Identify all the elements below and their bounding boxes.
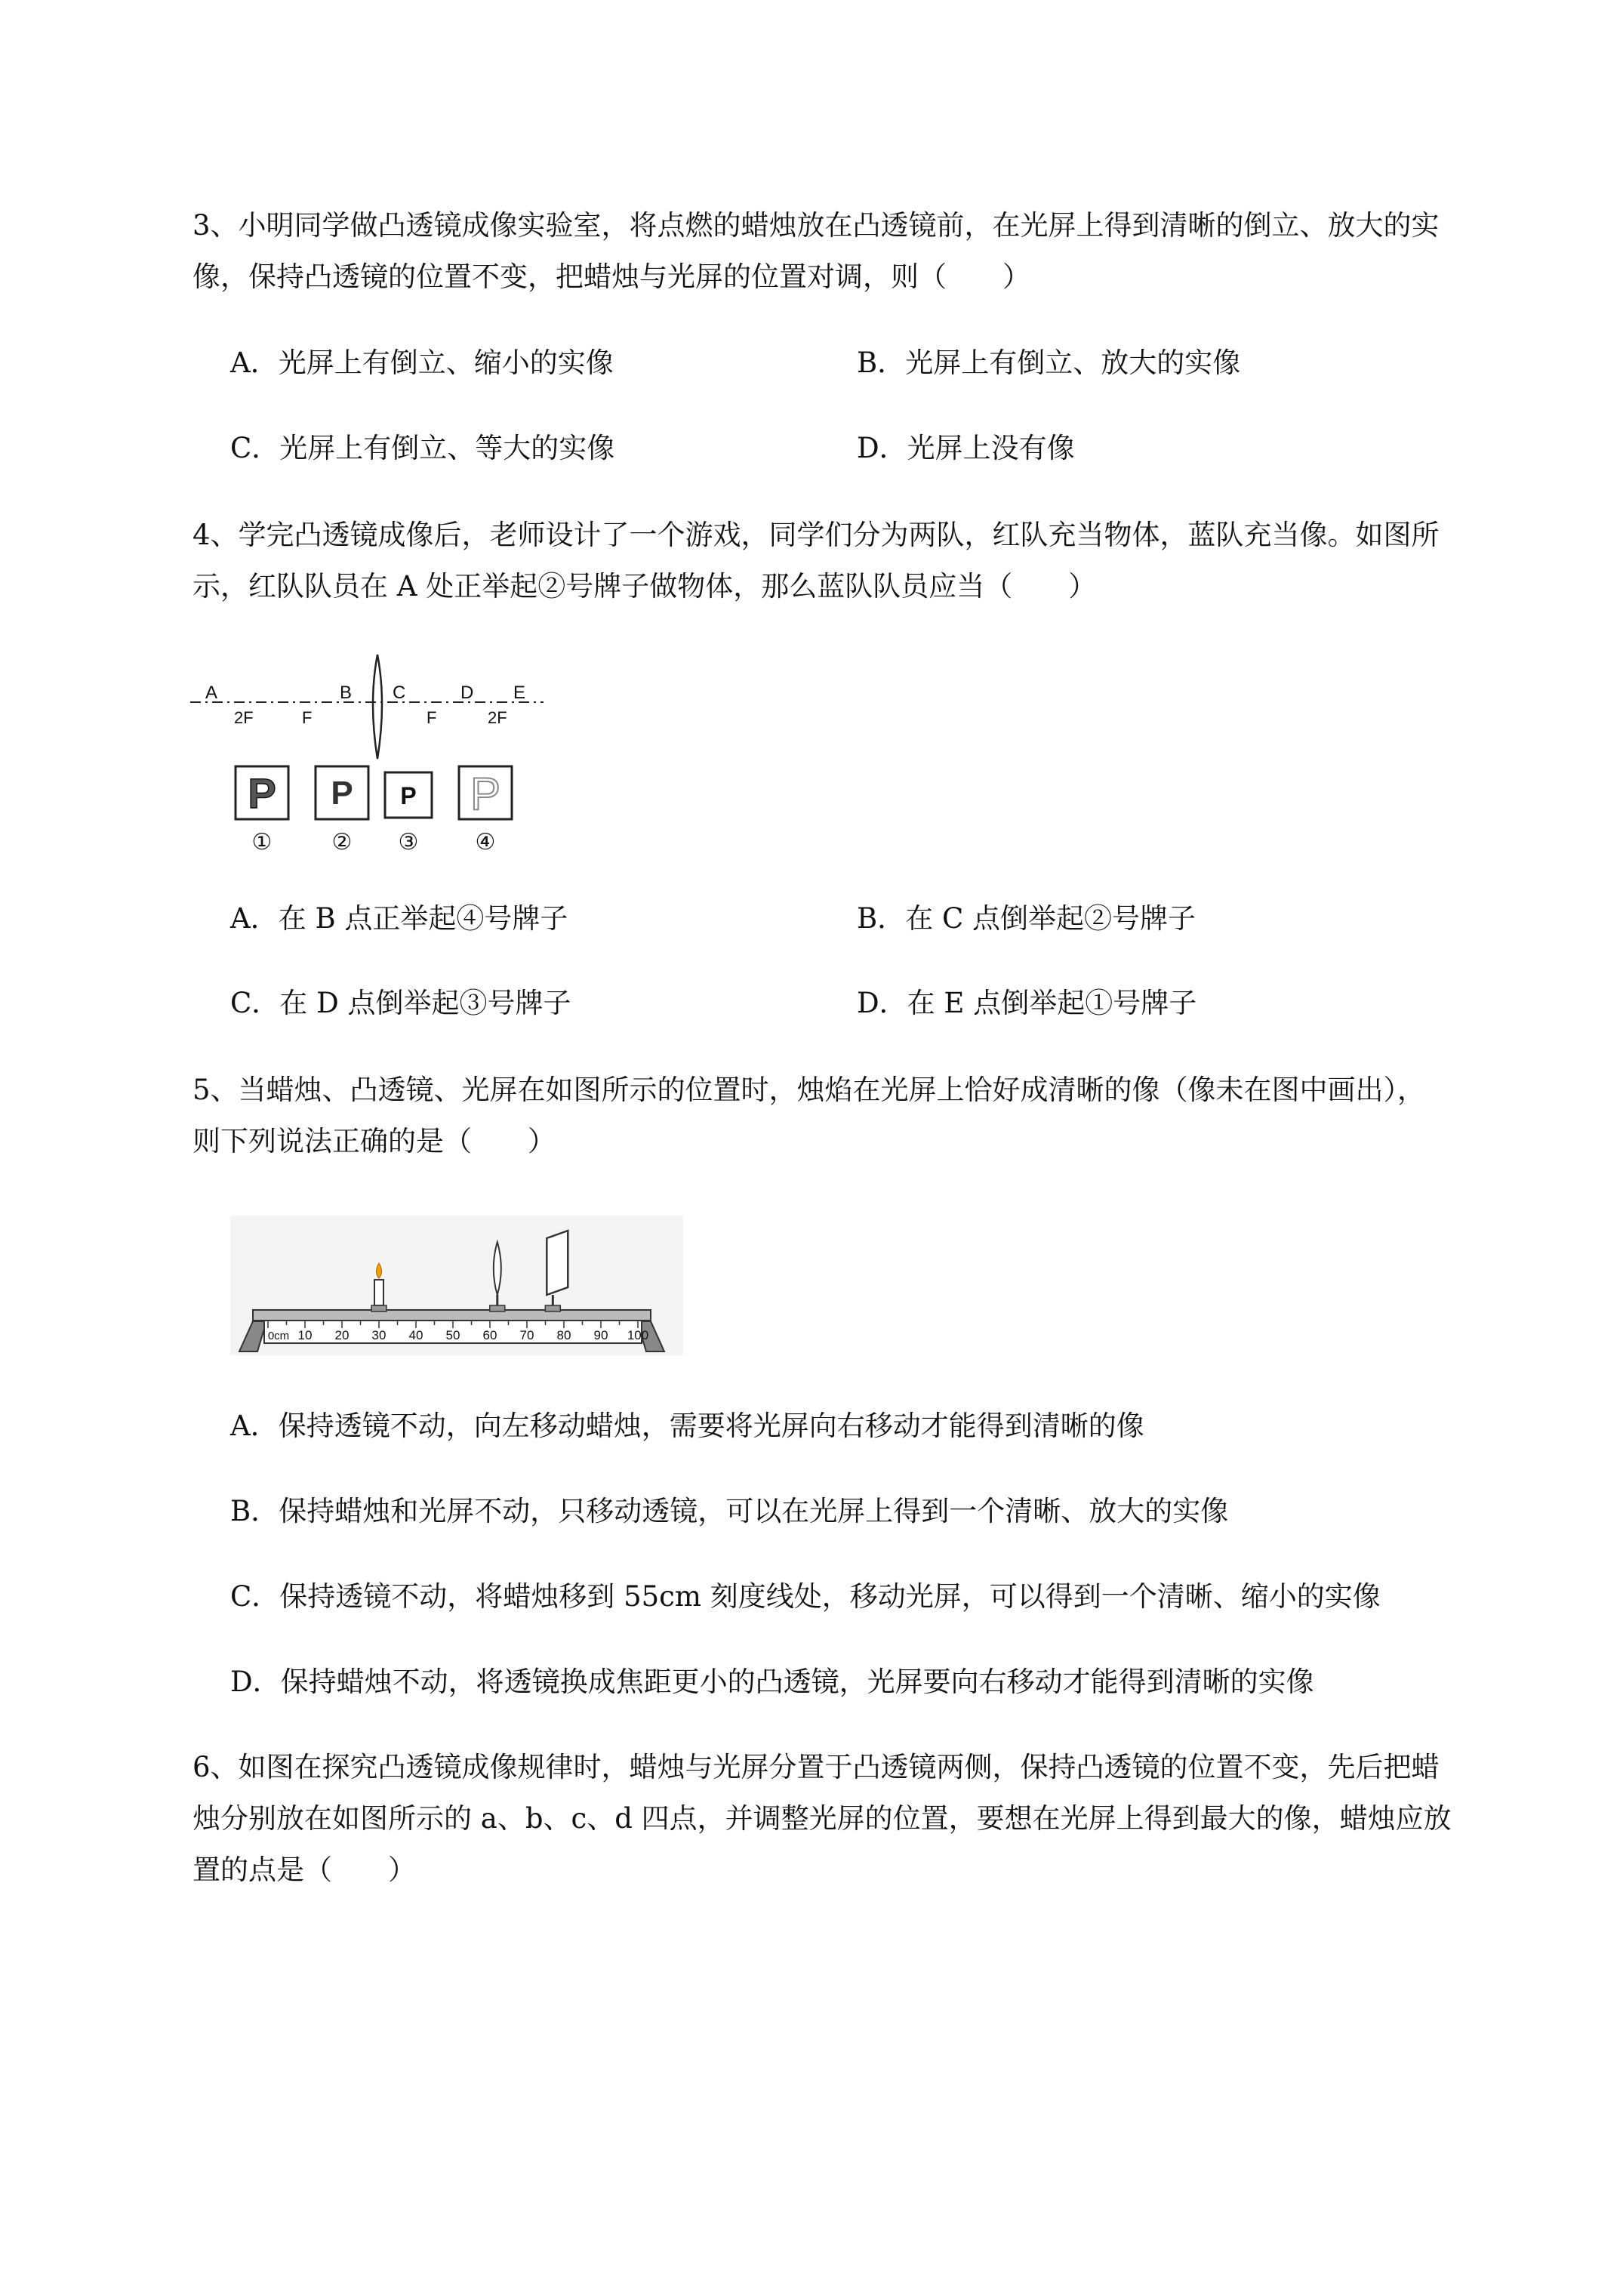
ruler-label: 60 [482, 1328, 497, 1342]
q4-option-a[interactable]: A．在 B 点正举起④号牌子 [230, 902, 568, 935]
q5-option-a[interactable]: A．保持透镜不动，向左移动蜡烛，需要将光屏向右移动才能得到清晰的像 [230, 1410, 1144, 1442]
q4-option-c[interactable]: C．在 D 点倒举起③号牌子 [230, 987, 571, 1019]
q3-stem-line-1: 3、小明同学做凸透镜成像实验室，将点燃的蜡烛放在凸透镜前，在光屏上得到清晰的倒立、放大的实 [192, 209, 1440, 242]
q3-option-c[interactable]: C．光屏上有倒立、等大的实像 [230, 432, 615, 464]
focal-2f-right-label: 2F [488, 708, 507, 727]
q4-stem-line-2: 示，红队队员在 A 处正举起②号牌子做物体，那么蓝队队员应当（ ） [192, 570, 1097, 603]
convex-lens [373, 655, 382, 759]
point-a-label: A [205, 683, 218, 703]
ruler-label: 90 [593, 1328, 608, 1342]
q3-option-a[interactable]: A．光屏上有倒立、缩小的实像 [230, 347, 614, 379]
point-d-label: D [460, 683, 474, 703]
card-4-number: ④ [475, 830, 496, 855]
q5-option-c[interactable]: C．保持透镜不动，将蜡烛移到 55cm 刻度线处，移动光屏，可以得到一个清晰、缩小的实像 [230, 1580, 1381, 1613]
focal-f-left-label: F [302, 708, 313, 727]
card-4-letter: P [470, 769, 501, 819]
focal-f-right-label: F [427, 708, 437, 727]
ruler-label: 20 [334, 1328, 350, 1342]
focal-2f-left-label: 2F [234, 708, 254, 727]
q3-option-b[interactable]: B．光屏上有倒立、放大的实像 [857, 347, 1241, 379]
ruler-label: 0cm [267, 1330, 290, 1342]
q4-option-d[interactable]: D．在 E 点倒举起①号牌子 [857, 987, 1197, 1019]
point-c-label: C [393, 683, 406, 703]
q4-stem-line-1: 4、学完凸透镜成像后，老师设计了一个游戏，同学们分为两队，红队充当物体，蓝队充当像。如图所 [192, 519, 1440, 551]
point-b-label: B [340, 683, 353, 703]
point-e-label: E [513, 683, 526, 703]
q6-stem-line-2: 烛分别放在如图所示的 a、b、c、d 四点，并调整光屏的位置，要想在光屏上得到最大的像，蜡烛应放 [192, 1802, 1452, 1835]
q3-stem-line-2: 像，保持凸透镜的位置不变，把蜡烛与光屏的位置对调，则（ ） [192, 260, 1030, 293]
q4-option-b[interactable]: B．在 C 点倒举起②号牌子 [857, 902, 1196, 935]
q3-option-d[interactable]: D．光屏上没有像 [857, 432, 1075, 464]
card-3-number: ③ [398, 830, 419, 855]
bench-rail [253, 1310, 651, 1321]
q4-lens-figure [189, 646, 551, 857]
ruler-label: 70 [519, 1328, 534, 1342]
q5-stem-line-1: 5、当蜡烛、凸透镜、光屏在如图所示的位置时，烛焰在光屏上恰好成清晰的像（像未在图中画出）， [192, 1074, 1426, 1106]
q5-option-d[interactable]: D．保持蜡烛不动，将透镜换成焦距更小的凸透镜，光屏要向右移动才能得到清晰的实像 [230, 1666, 1314, 1698]
card-2-number: ② [331, 830, 353, 855]
card-2-letter: P [331, 775, 353, 812]
card-1-number: ① [251, 830, 273, 855]
card-3-letter: P [400, 782, 417, 809]
ruler-label: 100 [627, 1328, 649, 1342]
ruler-label: 50 [445, 1328, 460, 1342]
ruler-label: 10 [297, 1328, 313, 1342]
card-1-letter: P [248, 769, 276, 817]
ruler-label: 30 [371, 1328, 387, 1342]
q6-stem-line-1: 6、如图在探究凸透镜成像规律时，蜡烛与光屏分置于凸透镜两侧，保持凸透镜的位置不变，先后把蜡 [192, 1751, 1440, 1783]
q5-optical-bench-figure [230, 1216, 683, 1355]
q5-stem-line-2: 则下列说法正确的是（ ） [192, 1125, 556, 1157]
ruler-label: 40 [408, 1328, 423, 1342]
q6-stem-line-3: 置的点是（ ） [192, 1854, 416, 1886]
q5-option-b[interactable]: B．保持蜡烛和光屏不动，只移动透镜，可以在光屏上得到一个清晰、放大的实像 [230, 1495, 1229, 1527]
ruler-label: 80 [556, 1328, 571, 1342]
